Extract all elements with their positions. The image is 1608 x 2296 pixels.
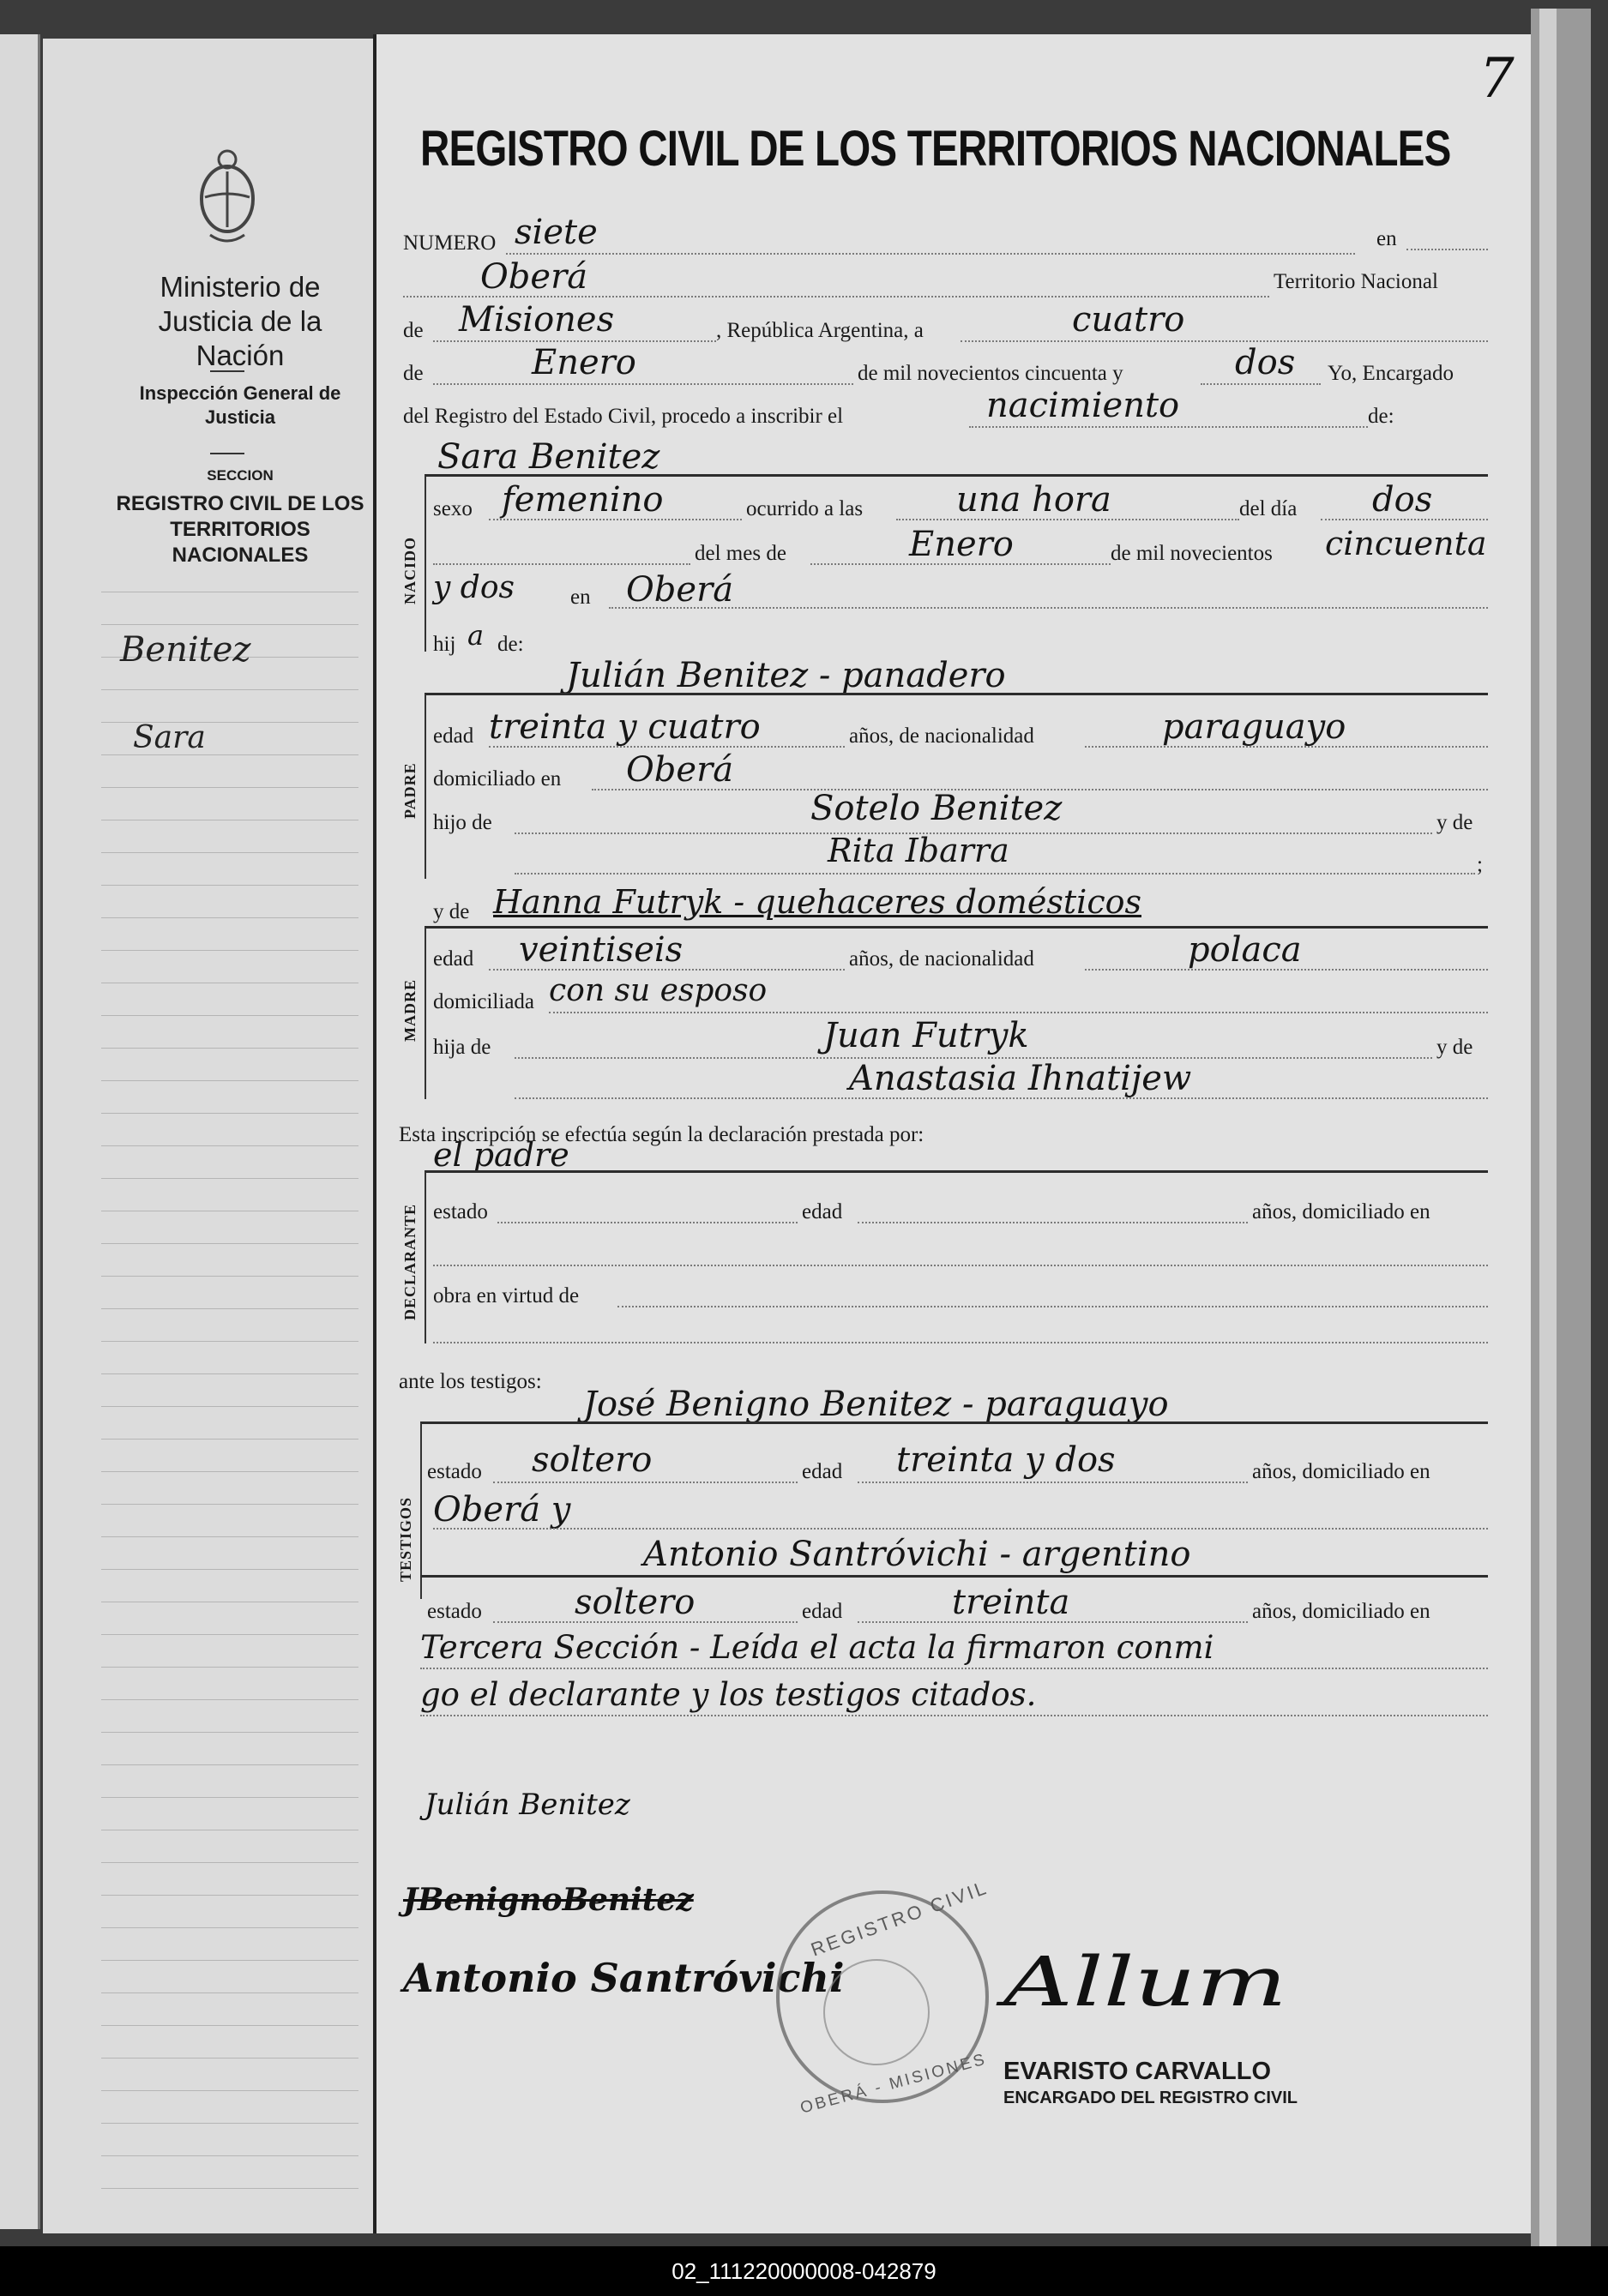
cierre-line-2: go el declarante y los testigos citados. (420, 1676, 1037, 1713)
signature-father: Julián Benitez (425, 1788, 630, 1822)
stub-ruled-line (101, 2123, 358, 2124)
domiciliado-label: domiciliado en (433, 767, 562, 790)
padre-bracket (425, 694, 426, 879)
del-dia-label: del día (1239, 497, 1298, 520)
stub-ruled-line (101, 1504, 358, 1505)
stub-divider (210, 370, 244, 372)
madre-dom-line (549, 1012, 1488, 1013)
testigo2-edad: treinta (952, 1583, 1070, 1622)
padre-madre-value: Rita Ibarra (828, 832, 1009, 869)
stub-ruled-line (101, 1536, 358, 1537)
anos-dom-label: años, domiciliado en (1252, 1600, 1430, 1623)
edad-label: edad (802, 1200, 843, 1223)
anos-dom-label: años, domiciliado en (1252, 1460, 1430, 1483)
cierre-line-1: Tercera Sección - Leída el acta la firmaron conmi (420, 1629, 1214, 1666)
stub-ruled-line (101, 1895, 358, 1896)
sexo-value: femenino (502, 480, 664, 520)
padre-top-rule (425, 693, 1488, 695)
decl-blank-line (433, 1342, 1488, 1343)
madre-side-label: MADRE (401, 979, 419, 1042)
padre-nac-value: paraguayo (1162, 707, 1346, 747)
stub-ruled-line (101, 1406, 358, 1407)
hijo-suffix: a (467, 619, 485, 652)
stub-ruled-line (101, 885, 358, 886)
nacido-top-rule (425, 474, 1488, 477)
coat-of-arms-icon (193, 146, 262, 249)
stub-ruled-line (101, 1960, 358, 1961)
mes-nac-value: Enero (909, 525, 1014, 564)
mes-value: Enero (532, 343, 636, 382)
stub-ruled-line (101, 2058, 358, 2059)
previous-page-edge (0, 34, 40, 2229)
mil-label: de mil novecientos cincuenta y (858, 362, 1123, 385)
cierre-line-1-rule (420, 1668, 1488, 1669)
padre-dom-value: Oberá (626, 750, 734, 790)
hora-value: una hora (956, 480, 1111, 520)
stamp-bottom-text: OBERÁ - MISIONES (798, 2050, 990, 2118)
stub-ruled-line (101, 2090, 358, 2091)
anio-value: dos (1235, 343, 1296, 382)
madre-bracket (425, 928, 426, 1099)
anos-nac-label: años, de nacionalidad (849, 724, 1034, 748)
declarante-top-rule (425, 1170, 1488, 1173)
madre-nac-value: polaca (1188, 930, 1302, 970)
numero-label: NUMERO (403, 231, 497, 255)
page-edge-strip (1539, 9, 1557, 2246)
yo-label: Yo, Encargado (1328, 362, 1454, 385)
padre-edad-value: treinta y cuatro (489, 707, 761, 747)
obra-label: obra en virtud de (433, 1284, 580, 1307)
declarante-side-label: DECLARANTE (401, 1203, 419, 1320)
inspeccion-label: Inspección General de Justicia (139, 382, 341, 428)
stub-ruled-line (101, 689, 358, 690)
lugar-nac-value: Oberá (626, 570, 734, 610)
testigos-bracket (420, 1423, 422, 1599)
testigo1-estado: soltero (532, 1440, 653, 1480)
stub-ruled-line (101, 950, 358, 951)
stub-ruled-line (101, 917, 358, 918)
stub-ruled-line (101, 1764, 358, 1765)
cierre-line-2-rule (420, 1715, 1488, 1716)
ocurrido-label: ocurrido a las (746, 497, 864, 520)
padre-madre-line (515, 873, 1475, 875)
anos-dom-label: años, domiciliado en (1252, 1200, 1430, 1223)
testigo2-rule (420, 1575, 1488, 1578)
madre-dom-value: con su esposo (549, 973, 768, 1008)
declarante-bracket (425, 1172, 426, 1343)
y-de-label: y de (1436, 811, 1473, 834)
stub-ruled-line (101, 1015, 358, 1016)
nombre-value: Sara Benitez (437, 437, 660, 477)
stub-ruled-line (101, 1439, 358, 1440)
officer-title: ENCARGADO DEL REGISTRO CIVIL (1003, 2089, 1298, 2107)
mes-line (433, 383, 853, 385)
stub-ruled-line (101, 1080, 358, 1081)
testigos-label: ante los testigos: (399, 1370, 542, 1393)
en-label: en (1376, 227, 1397, 250)
stub-ruled-line (101, 1145, 358, 1146)
estado-label: estado (427, 1460, 482, 1483)
domiciliada-label: domiciliada (433, 990, 535, 1013)
stub-ruled-line (101, 1927, 358, 1928)
stub-ruled-line (101, 1243, 358, 1244)
madre-padre-value: Juan Futryk (823, 1016, 1029, 1055)
stub-ruled-line (101, 1178, 358, 1179)
del-mes-label: del mes de (695, 542, 786, 565)
y-de-label: y de (433, 900, 470, 923)
seccion-name: REGISTRO CIVIL DE LOS TERRITORIOS NACIONALES (116, 492, 364, 567)
de-label: de (403, 362, 424, 385)
territorio-label: Territorio Nacional (1274, 270, 1438, 293)
edad-label: edad (433, 947, 474, 971)
edad-label: edad (433, 724, 474, 748)
edad-label: edad (802, 1600, 843, 1623)
stub-ruled-line (101, 1373, 358, 1374)
en-line (1406, 249, 1488, 250)
testigo1-edad: treinta y dos (896, 1440, 1116, 1480)
stamp-emblem (823, 1959, 930, 2065)
stub-ruled-line (101, 2188, 358, 2189)
signature-officer: Allum (1003, 1942, 1287, 2022)
stub-ruled-line (101, 2155, 358, 2156)
edad-label: edad (802, 1460, 843, 1483)
declarante-value: el padre (433, 1136, 569, 1174)
stub-ruled-line (101, 1471, 358, 1472)
numero-line (506, 253, 1355, 255)
stub-ruled-line (101, 1634, 358, 1635)
t1-edad-line (858, 1482, 1248, 1483)
stub-divider (210, 453, 244, 454)
obra-line (617, 1306, 1488, 1307)
stub-ruled-line (101, 1797, 358, 1798)
stub-ruled-line (101, 1992, 358, 1993)
nacido-bracket (425, 476, 426, 652)
y-de-label: y de (1436, 1036, 1473, 1059)
stub-ruled-line (101, 1862, 358, 1863)
hijo-label: hij (433, 633, 456, 656)
dia-value: cuatro (1072, 300, 1185, 340)
stub-ruled-line (101, 1667, 358, 1668)
stub-ruled-line (101, 1276, 358, 1277)
stub-ruled-line (101, 1699, 358, 1700)
territorio-value: Misiones (459, 300, 615, 340)
estado-label: estado (427, 1600, 482, 1623)
stub-ruled-line (101, 1341, 358, 1342)
sexo-label: sexo (433, 497, 473, 520)
stamp-top-text: REGISTRO CIVIL (808, 1876, 991, 1961)
blank-line (433, 563, 690, 565)
de-colon-label: de: (1368, 405, 1394, 428)
hija-de-label: hija de (433, 1036, 491, 1059)
de-colon-label: de: (497, 633, 524, 656)
anio-nac-value: cincuenta (1325, 525, 1487, 562)
stub-given-name: Sara (133, 720, 206, 755)
anos-nac-label: años, de nacionalidad (849, 947, 1034, 971)
padre-padre-value: Sotelo Benitez (810, 789, 1063, 828)
madre-nombre-value: Hanna Futryk - quehaceres domésticos (493, 883, 1141, 921)
padre-nombre-value: Julián Benitez - panadero (566, 656, 1006, 695)
seccion-label: SECCION (207, 467, 274, 484)
stub-ruled-line (101, 852, 358, 853)
hijo-de-label: hijo de (433, 811, 492, 834)
stub-ruled-line (101, 2025, 358, 2026)
testigo2-value: Antonio Santróvichi - argentino (643, 1535, 1191, 1574)
padre-side-label: PADRE (401, 762, 419, 819)
madre-top-rule (425, 926, 1488, 929)
testigo1-dom: Oberá y (433, 1490, 571, 1530)
madre-edad-value: veintiseis (519, 930, 684, 970)
numero-value: siete (515, 213, 598, 252)
anio-line (1201, 383, 1321, 385)
page-number: 7 (1479, 47, 1515, 111)
testigos-side-label: TESTIGOS (397, 1496, 414, 1582)
dia-nac-value: dos (1372, 480, 1433, 520)
t1-estado-line (493, 1482, 798, 1483)
signature-witness-1: JBenignoBenitez (403, 1882, 694, 1918)
semicolon: ; (1477, 853, 1483, 876)
testigos-top-rule (420, 1421, 1488, 1424)
stub-ruled-line (101, 787, 358, 788)
declaracion-label: Esta inscripción se efectúa según la declaración prestada por: (399, 1123, 924, 1146)
document-title: REGISTRO CIVIL DE LOS TERRITORIOS NACIONALES (420, 121, 1451, 177)
dia-line (961, 340, 1488, 342)
madre-madre-line (515, 1097, 1488, 1099)
t1-dom-line (433, 1528, 1488, 1530)
decl-dom-line (433, 1265, 1488, 1266)
decl-estado-line (497, 1222, 798, 1223)
lugar-nac-line (609, 607, 1488, 609)
stub-ruled-line (101, 1569, 358, 1570)
footer-code: 02_111220000008-042879 (0, 2246, 1608, 2296)
stub-ruled-line (101, 1732, 358, 1733)
testigo1-value: José Benigno Benitez - paraguayo (583, 1385, 1169, 1424)
acto-line (969, 426, 1368, 428)
registro-label: del Registro del Estado Civil, procedo a inscribir el (403, 405, 844, 428)
ministry-name: Ministerio de Justicia de la Nación (158, 271, 322, 371)
nacido-side-label: NACIDO (401, 536, 419, 604)
officer-name: EVARISTO CARVALLO (1003, 2058, 1272, 2085)
stub-ruled-line (101, 624, 358, 625)
stub-ruled-line (101, 1048, 358, 1049)
decl-edad-line (858, 1222, 1248, 1223)
anio-nac2-value: y dos (433, 570, 515, 605)
stub-surname: Benitez (120, 630, 251, 670)
territorio-line (433, 340, 716, 342)
acto-value: nacimiento (986, 386, 1180, 425)
de-label: de (403, 319, 424, 342)
republica-label: , República Argentina, a (716, 319, 924, 342)
en-label: en (570, 586, 591, 609)
stub-ruled-line (101, 1113, 358, 1114)
signature-witness-2: Antonio Santróvichi (403, 1955, 845, 2001)
testigo2-estado: soltero (575, 1583, 696, 1622)
lugar-value: Oberá (480, 257, 588, 297)
stub-ruled-line (101, 1308, 358, 1309)
estado-label: estado (433, 1200, 488, 1223)
madre-madre-value: Anastasia Ihnatijew (849, 1059, 1192, 1098)
mil-nov-label: de mil novecientos (1111, 542, 1273, 565)
